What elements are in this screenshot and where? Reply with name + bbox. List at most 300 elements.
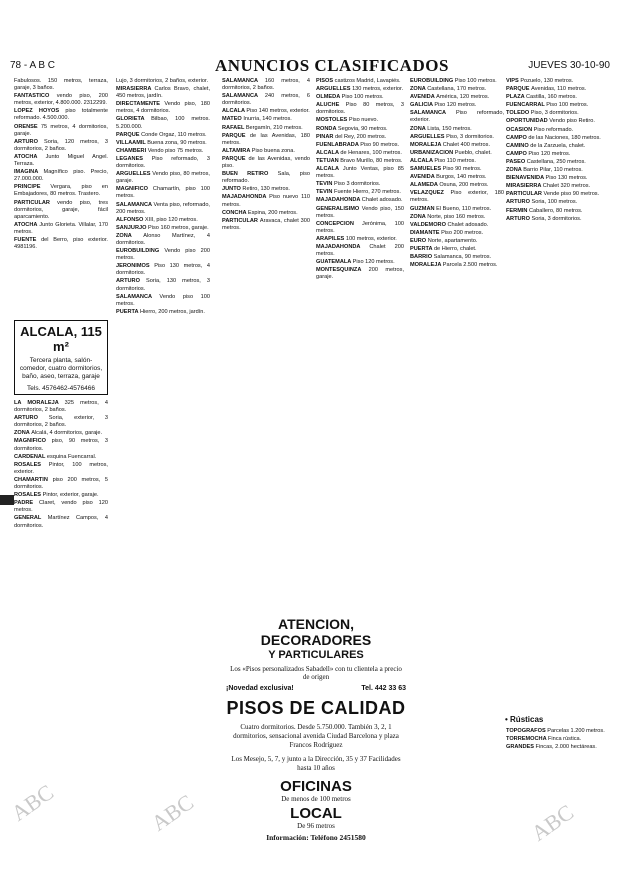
ad-subheadline: Y PARTICULARES — [268, 649, 364, 661]
classified-entry — [506, 135, 606, 142]
entry-keyword: ALFONSO — [116, 216, 145, 223]
entry-text: 160 metros, 4 dormitorios, 2 baños. — [222, 78, 310, 92]
entry-keyword: SANJURJO — [116, 224, 149, 231]
watermark-logo: ABC — [146, 789, 199, 836]
entry-text: 130 metros, exterior. — [352, 86, 404, 93]
entry-keyword: ALAMEDA — [410, 182, 440, 189]
entry-keyword: ATOCHA — [14, 221, 40, 228]
entry-text: de la Zarzuela, chalet. — [530, 142, 586, 149]
entry-keyword: BIENAVENIDA — [506, 175, 546, 182]
entry-text: Parcelas 1.200 metros. — [547, 728, 605, 734]
classified-entry — [506, 94, 606, 101]
classified-entry — [116, 225, 210, 232]
entry-text: Piso nuevo 110 metros. — [222, 194, 310, 208]
classified-entry — [222, 125, 310, 132]
classified-entry — [506, 118, 606, 125]
entry-text: de las Avenidas, vendo piso. — [222, 155, 310, 170]
entry-keyword: SALAMANCA — [116, 293, 160, 300]
entry-text: Vendo piso 100 metros. — [116, 293, 210, 307]
classified-entry — [506, 110, 606, 117]
classified-entry — [316, 102, 404, 116]
entry-text: 75 metros, 4 dormitorios, garaje. — [14, 123, 108, 137]
entry-keyword: ZONA — [410, 125, 428, 132]
classified-entry — [410, 134, 504, 141]
classified-entry — [410, 206, 504, 213]
entry-text: Fabulosos. 150 metros, terraza, garaje, 3 baños. — [14, 78, 108, 92]
classified-entry — [14, 184, 108, 198]
entry-text: Pintor, 100 metros, exterior. — [14, 461, 108, 475]
classified-entry — [222, 108, 310, 115]
classified-entry — [14, 430, 108, 437]
entry-text: Piso 130 metros. — [545, 175, 588, 182]
classified-entry — [14, 124, 108, 138]
classified-entry — [116, 278, 210, 292]
classified-entry — [116, 156, 210, 170]
entry-text: Piso 100 metros. — [341, 94, 384, 101]
entry-keyword: VIPS — [506, 78, 521, 84]
classified-entry — [14, 78, 108, 92]
entry-keyword: VALDEMORO — [410, 221, 448, 228]
entry-text: Soria, exterior, 3 dormitorios, 2 baños. — [14, 415, 108, 429]
classified-entry — [316, 134, 404, 141]
entry-text: Castilla, 160 metros. — [526, 94, 577, 101]
classified-entry — [14, 200, 108, 221]
entry-text: Venta piso, reformado, 200 metros. — [116, 201, 210, 215]
entry-keyword: ARGUELLES — [316, 86, 353, 93]
entry-text: Vendo piso, 180 metros, 4 dormitorios. — [116, 101, 210, 115]
page-header — [10, 56, 610, 74]
classified-entry — [316, 206, 404, 220]
classified-entry — [116, 248, 210, 262]
classified-entry — [410, 214, 504, 221]
entry-text: de Hierro, chalet. — [433, 245, 477, 252]
entry-keyword: ARTURO — [116, 278, 147, 285]
classified-entry — [506, 183, 606, 190]
ad-novelty: ¡Novedad exclusiva! — [226, 685, 294, 692]
classified-entry — [506, 127, 606, 134]
entry-text: Piso exterior, 180 metros. — [410, 190, 504, 204]
classified-entry — [506, 86, 606, 93]
alcala-ad-title: ALCALA, 115 m² — [20, 324, 102, 354]
page-number-label: 78 - A B C — [10, 60, 56, 71]
entry-keyword: GUZMAN — [410, 205, 437, 212]
entry-text: Piso 110 metros. — [434, 157, 476, 164]
entry-text: Claret, vendo piso 120 metros. — [14, 500, 108, 514]
classified-entry — [316, 94, 404, 101]
entry-keyword: TOPOGRAFOS — [506, 728, 548, 734]
classified-entry — [14, 93, 108, 107]
classified-entry — [506, 175, 606, 182]
classified-entry — [222, 218, 310, 232]
entry-text: Vendo piso Retiro. — [549, 118, 595, 125]
classified-entry — [316, 221, 404, 235]
classified-entry — [116, 101, 210, 115]
ad-main-title: PISOS DE CALIDAD — [226, 698, 406, 718]
entry-text: Bilbao, 100 metros. 5.200.000. — [116, 116, 210, 130]
entry-keyword: MIRASIERRA — [116, 86, 155, 93]
classified-entry — [410, 78, 504, 85]
classified-entry — [222, 171, 310, 185]
entry-text: Piso 90 metros. — [360, 141, 400, 148]
classified-entry — [116, 78, 210, 85]
classified-entry — [116, 309, 210, 316]
classified-entry — [14, 462, 108, 476]
entry-text: Piso, 3 dormitorios. — [530, 110, 579, 117]
entry-text: Piso buena zona. — [251, 147, 295, 154]
entry-keyword: CHAMARTIN — [14, 476, 53, 483]
classified-entry — [14, 438, 108, 452]
classified-entry — [410, 182, 504, 189]
entry-keyword: CONCHA — [222, 209, 248, 216]
classified-entry — [410, 238, 504, 245]
entry-text: 325 metros, 4 dormitorios, 2 baños. — [14, 400, 108, 414]
entry-keyword: OLMEDA — [316, 94, 342, 101]
entry-keyword: ALUCHE — [316, 102, 346, 109]
entry-text: Piso reformado. — [533, 126, 574, 133]
entry-keyword: SAMUELES — [410, 166, 443, 173]
classified-entry — [14, 492, 108, 499]
entry-text: Vendo piso, 80 metros, garaje. — [116, 171, 210, 185]
entry-keyword: ARTURO — [506, 215, 532, 222]
entry-text: piso totalmente reformado. 4.500.000. — [14, 108, 108, 122]
entry-keyword: ARTURO — [506, 199, 532, 206]
entry-text: Soria, 100 metros. — [531, 199, 578, 206]
entry-text: Retiro, 130 metros. — [242, 186, 290, 193]
scan-artifact — [0, 495, 14, 505]
entry-text: Norte, piso 160 metros. — [427, 213, 486, 220]
entry-text: Chalet adosado. — [361, 197, 403, 204]
entry-text: Piso, 3 dormitorios. — [446, 133, 494, 140]
section-heading-rusticas: • Rústicas — [505, 715, 544, 724]
classified-entry — [222, 210, 310, 217]
entry-keyword: SALAMANCA — [116, 201, 154, 208]
classified-entry — [410, 166, 504, 173]
classified-entry — [410, 158, 504, 165]
classified-entry — [410, 174, 504, 181]
classified-entry — [14, 454, 108, 461]
entry-text: Piso 120 metros. — [434, 102, 477, 109]
entry-keyword: GENERALISIMO — [316, 205, 362, 212]
entry-text: de las Naciones, 180 metros. — [528, 134, 601, 141]
classified-entry — [14, 237, 108, 251]
entry-text: del Berro, piso exterior. 4981196. — [14, 236, 108, 251]
classified-entry — [14, 154, 108, 168]
entry-keyword: ALTAMIRA — [222, 147, 252, 154]
entry-keyword: MOSTOLES — [316, 117, 349, 124]
entry-keyword: ZONA — [410, 213, 428, 220]
entry-text: Chalet adosado. — [447, 221, 489, 228]
entry-keyword: ARGUELLES — [116, 171, 153, 178]
entry-text: Piso reformado, 3 dormitorios. — [116, 155, 210, 170]
classified-entry — [222, 156, 310, 170]
entry-keyword: CHAMBERI — [116, 147, 148, 154]
classified-entry — [116, 140, 210, 147]
entry-text: Magnífico piso. Precio, 27.000.000. — [14, 169, 108, 183]
entry-keyword: GALICIA — [410, 102, 435, 109]
classified-entry — [506, 78, 606, 85]
classified-entry — [14, 108, 108, 122]
entry-text: Junto Miguel Angel. Terraza. — [14, 153, 108, 168]
entry-keyword: EUROBUILDING — [116, 248, 165, 255]
classified-entry — [316, 197, 404, 204]
entry-text: Chalet 320 metros. — [542, 183, 591, 190]
classified-entry — [410, 110, 504, 124]
entry-text: Martínez Campos, 4 dormitorios. — [14, 515, 108, 529]
entry-keyword: BUEN RETIRO — [222, 171, 278, 178]
classified-entry — [506, 216, 606, 223]
entry-text: Barrio Pilar, 110 metros. — [523, 167, 583, 174]
classified-entry — [316, 86, 404, 93]
entry-text: Soria, 120 metros, 3 dormitorios, 2 baños. — [14, 138, 108, 152]
classified-entry — [116, 202, 210, 216]
classified-entry — [14, 415, 108, 429]
entry-text: Bravo Murillo, 80 metros. — [340, 157, 403, 164]
entry-keyword: FUENLABRADA — [316, 141, 361, 148]
entry-text: 200 metros, garaje. — [316, 267, 404, 281]
entry-text: esquina Fuencarral. — [46, 453, 97, 460]
entry-keyword: ROSALES — [14, 461, 49, 468]
entry-keyword: CAMPO — [506, 134, 529, 141]
entry-text: Norte, apartamento. — [427, 237, 478, 244]
entry-keyword: VILLAAMIL — [116, 139, 148, 146]
entry-text: Bergamín, 210 metros. — [245, 124, 303, 131]
column-6-lower — [506, 728, 606, 862]
column-4 — [316, 78, 404, 608]
classified-entry — [222, 93, 310, 107]
entry-keyword: MIRASIERRA — [506, 183, 543, 190]
entry-text: Vende piso 90 metros. — [543, 191, 600, 198]
classified-entry — [116, 171, 210, 185]
section-title: ANUNCIOS CLASIFICADOS — [215, 56, 449, 75]
entry-keyword: PADRE — [14, 500, 40, 507]
entry-keyword: MAJADAHONDA — [222, 194, 270, 201]
entry-text: Pintor, exterior, garaje. — [42, 492, 99, 499]
ad-phone: Tel. 442 33 63 — [361, 685, 406, 692]
entry-text: piso 200 metros, 5 dormitorios. — [14, 476, 108, 491]
classified-entry — [506, 151, 606, 158]
entry-keyword: DIRECTAMENTE — [116, 101, 165, 108]
entry-text: Vendo piso 200 metros. — [116, 248, 210, 262]
entry-text: Alcalá, 4 dormitorios, garaje. — [31, 430, 103, 437]
entry-keyword: ALCALA — [316, 149, 341, 156]
entry-text: Avenidas, 110 metros. — [531, 86, 587, 93]
entry-text: Espina, 200 metros. — [247, 209, 298, 216]
classified-entry — [116, 233, 210, 247]
entry-keyword: SALAMANCA — [410, 110, 456, 117]
entry-keyword: SALAMANCA — [222, 93, 265, 100]
entry-keyword: TORREMOCHA — [506, 736, 548, 743]
entry-keyword: ALCALA — [410, 157, 435, 164]
ad-headline: ATENCION, DECORADORES — [260, 616, 372, 648]
classified-entry — [14, 515, 108, 529]
classified-entry — [410, 222, 504, 229]
classified-entry — [316, 236, 404, 243]
ad-offices-title: OFICINAS — [280, 778, 352, 795]
entry-text: Junto Ventas, piso 85 metros. — [316, 166, 404, 180]
entry-text: Inurria, 140 metros. — [243, 116, 292, 123]
entry-keyword: PLAZA — [506, 94, 526, 101]
entry-text: Piso 100 metros. — [454, 78, 497, 84]
entry-text: Fincas, 2.000 hectáreas. — [535, 744, 597, 751]
entry-keyword: ARTURO — [14, 415, 49, 422]
classified-entry — [506, 736, 606, 743]
entry-text: Pozuelo, 130 metros. — [520, 78, 574, 84]
entry-keyword: ATOCHA — [14, 153, 46, 160]
classified-entry — [222, 133, 310, 147]
classified-entry — [316, 117, 404, 124]
entry-text: Finca rústica. — [547, 736, 582, 743]
watermark-logo: ABC — [6, 779, 59, 826]
classified-entry — [506, 199, 606, 206]
classified-entry — [316, 166, 404, 180]
classified-entry — [410, 126, 504, 133]
classified-entry — [116, 132, 210, 139]
entry-keyword: ARTURO — [14, 138, 45, 145]
entry-text: del Rey, 200 metros. — [334, 133, 387, 140]
classified-entry — [506, 159, 606, 166]
entry-keyword: ZONA — [410, 86, 428, 93]
classified-entry — [14, 222, 108, 236]
classified-entry — [14, 139, 108, 153]
entry-keyword: RONDA — [316, 125, 338, 132]
entry-text: Hierro, 200 metros, jardín. — [139, 308, 205, 315]
classified-entry — [410, 94, 504, 101]
classified-entry — [316, 126, 404, 133]
alcala-ad-phone: Tels. 4576462-4576466 — [27, 385, 95, 392]
classified-entry — [410, 102, 504, 109]
entry-text: Soria, 130 metros, 3 dormitorios. — [116, 278, 210, 292]
entry-keyword: ALCALA — [316, 166, 343, 173]
entry-text: El Bueno, 110 metros. — [436, 205, 492, 212]
alcala-ad-box — [14, 320, 108, 395]
entry-text: Carlos Bravo, chalet, 450 metros, jardín. — [116, 86, 210, 100]
entry-keyword: PARTICULAR — [222, 217, 260, 224]
entry-keyword: TOLEDO — [506, 110, 531, 117]
entry-text: Vergara, piso en Embajadores, 80 metros. Trastero. — [14, 184, 108, 198]
classified-entry — [316, 181, 404, 188]
entry-keyword: PARQUE — [506, 86, 532, 93]
classified-entry — [410, 262, 504, 269]
entry-keyword: FANTASTICO — [14, 93, 57, 100]
entry-text: Vendo piso, 150 metros. — [316, 205, 404, 219]
classified-entry — [410, 254, 504, 261]
classified-entry — [506, 208, 606, 215]
column-3 — [222, 78, 310, 608]
entry-text: Piso reformado, exterior. — [410, 110, 504, 124]
entry-keyword: PARQUE — [116, 131, 142, 138]
entry-text: Piso 130 metros, 4 dormitorios. — [116, 263, 210, 277]
entry-keyword: JERONIMOS — [116, 263, 155, 270]
entry-keyword: LA MORALEJA — [14, 400, 65, 406]
entry-keyword: FERMIN — [506, 207, 529, 214]
entry-text: Piso 3 dormitorios. — [334, 181, 381, 188]
classified-entry — [410, 246, 504, 253]
entry-keyword: ARGUELLES — [410, 133, 447, 140]
entry-text: vendo piso, tres dormitorios, garaje, fácil aparcamiento. — [14, 199, 108, 220]
entry-keyword: OPORTUNIDAD — [506, 118, 550, 125]
entry-keyword: MAJADAHONDA — [316, 243, 370, 250]
entry-keyword: LOPEZ HOYOS — [14, 108, 66, 115]
classified-entry — [116, 186, 210, 200]
entry-keyword: PARQUE — [222, 132, 250, 139]
entry-text: Pueblo, chalet. — [454, 149, 492, 156]
classified-entry — [316, 267, 404, 281]
entry-text: Chalet 400 metros. — [442, 141, 491, 148]
classified-entry — [222, 116, 310, 123]
entry-keyword: CAMINO — [506, 142, 531, 149]
classified-entry — [410, 190, 504, 204]
alcala-ad-description: Tercera planta, salón-comedor, cuatro dormitorios, baño, aseo, terraza, garaje — [19, 357, 103, 380]
entry-keyword: GUATEMALA — [316, 259, 353, 266]
entry-text: Piso 140 metros, exterior. — [246, 108, 310, 115]
entry-text: Lujo, 3 dormitorios, 2 baños, exterior. — [116, 78, 209, 84]
entry-text: Salamanca, 90 metros. — [433, 254, 492, 261]
entry-text: Soria, 3 dormitorios. — [531, 215, 582, 222]
entry-keyword: PARTICULAR — [506, 191, 544, 198]
entry-keyword: DIAMANTE — [410, 229, 442, 236]
display-ad — [226, 614, 406, 860]
ad-local-title: LOCAL — [290, 805, 342, 822]
issue-date: JUEVES 30-10-90 — [528, 60, 610, 71]
entry-keyword: AVENIDA — [410, 94, 437, 101]
ad-location: Los Mesejo, 5, 7, y junto a la Dirección, 35 y 37 Facilidades hasta 10 años — [231, 755, 401, 772]
entry-keyword: CAMPO — [506, 150, 529, 157]
classified-entry — [506, 728, 606, 735]
entry-text: Chalet 200 metros. — [316, 243, 404, 258]
entry-keyword: ORENSE — [14, 123, 41, 130]
classified-entry — [116, 116, 210, 130]
entry-text: Buena zona, 90 metros. — [147, 139, 207, 146]
entry-text: Lista, 150 metros. — [427, 125, 472, 132]
entry-text: de las Avenidas, 180 metros. — [222, 132, 310, 146]
classified-entry — [116, 217, 210, 224]
entry-text: Aravaca, chalet 300 metros. — [222, 217, 310, 231]
entry-keyword: TETUAN — [316, 157, 341, 164]
entry-text: Fuente Hierro, 270 metros. — [334, 189, 401, 196]
entry-text: Conde Orgaz, 110 metros. — [141, 131, 207, 138]
entry-text: Osuna, 200 metros. — [439, 182, 489, 189]
ad-novelty-row — [226, 685, 406, 692]
entry-text: Burgos, 140 metros. — [436, 174, 487, 181]
entry-keyword: FUENTE — [14, 236, 42, 243]
entry-text: castizos Madrid, Lavapiés. — [334, 78, 401, 84]
entry-keyword: ZONA — [506, 167, 524, 174]
column-2 — [116, 78, 210, 863]
classified-entry — [410, 86, 504, 93]
ad-details: Cuatro dormitorios. Desde 5.750.000. También 3, 2, 1 dormitorios, sensacional avenida Ciudad Barcelona y plaza Francos Rodríguez — [233, 723, 399, 749]
entry-keyword: FUENCARRAL — [506, 102, 547, 109]
classified-entry — [506, 191, 606, 198]
classified-entry — [506, 143, 606, 150]
entry-text: 100 metros, exterior. — [345, 235, 397, 242]
classified-entry — [410, 150, 504, 157]
entry-keyword: GRANDES — [506, 744, 536, 751]
ad-intro: Los «Pisos personalizados Sabadell» con tu clientela a precio de origen — [230, 665, 402, 681]
entry-text: Alonso Martínez, 4 dormitorios. — [116, 232, 210, 246]
entry-keyword: ALCALA — [222, 108, 247, 115]
entry-keyword: EUROBUILDING — [410, 78, 455, 84]
entry-keyword: ZONA — [14, 430, 32, 437]
entry-keyword: EURO — [410, 237, 428, 244]
entry-text: Caballero, 80 metros. — [529, 207, 583, 214]
entry-keyword: PINAR — [316, 133, 335, 140]
entry-keyword: PASEO — [506, 158, 527, 165]
entry-text: piso, 90 metros, 3 dormitorios. — [14, 438, 108, 452]
entry-text: Jerónima, 100 metros. — [316, 220, 404, 234]
entry-keyword: SALAMANCA — [222, 78, 265, 84]
ad-offices-desc: De menos de 100 metros — [281, 795, 351, 803]
entry-keyword: CARDENAL — [14, 453, 47, 460]
